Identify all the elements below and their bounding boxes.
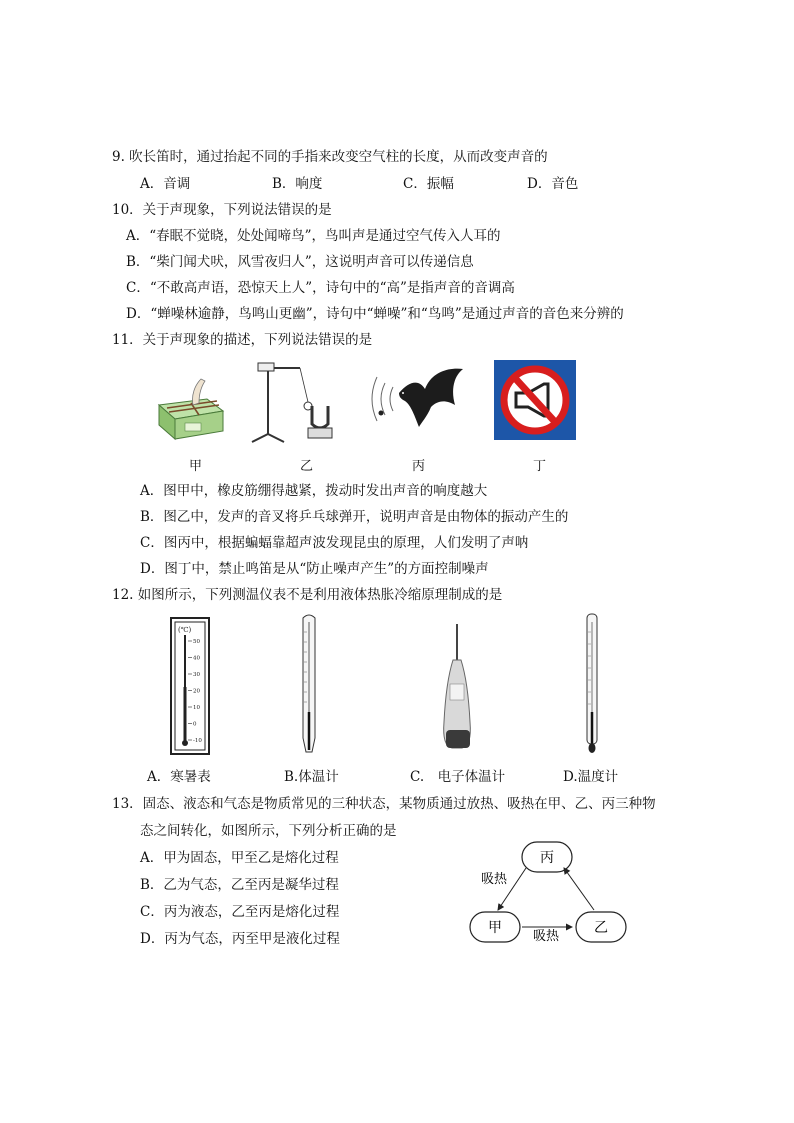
rubber-band-box-figure [155,375,227,443]
thermo-tick-label: 0 [193,721,197,728]
q11-option-c: C．图丙中，根据蝙蝠靠超声波发现昆虫的原理，人们发明了声呐 [140,535,529,551]
caption-jia: 甲 [189,459,203,474]
arrow-yi-to-bing [564,868,594,910]
q10-option-b: B．“柴门闻犬吠，风雪夜归人”，这说明声音可以传递信息 [126,254,474,270]
q12-stem: 12. 如图所示，下列测温仪表不是利用液体热胀冷缩原理制成的是 [112,587,503,603]
electronic-thermometer-figure [440,622,476,752]
q12-option-a: A．寒暑表 [147,769,211,785]
no-horn-sign-figure [494,360,576,440]
q11-option-d: D．图丁中，禁止鸣笛是从“防止噪声产生”的方面控制噪声 [140,561,489,577]
thermo-tick-label: 40 [193,655,200,662]
caption-ding: 丁 [533,459,547,474]
node-yi-label: 乙 [594,920,608,936]
q12-option-b: B.体温计 [284,769,339,785]
label-absorb-heat-left: 吸热 [481,872,508,887]
caption-bing: 丙 [412,459,426,474]
q12-option-d: D.温度计 [563,769,619,785]
thermo-tick-label: 20 [193,688,200,695]
q10-option-a: A．“春眠不觉晓，处处闻啼鸟”，鸟叫声是通过空气传入人耳的 [126,228,501,244]
q13-stem-line2: 态之间转化，如图所示，下列分析正确的是 [140,823,397,839]
wall-thermometer-figure [170,617,210,755]
q13-option-b: B．乙为气态，乙至丙是凝华过程 [140,877,339,893]
state-change-diagram [460,838,630,948]
q9-option-c: C．振幅 [403,176,454,192]
q11-option-a: A．图甲中，橡皮筋绷得越紧，拨动时发出声音的响度越大 [140,483,488,499]
q12-option-c: C. 电子体温计 [410,769,506,785]
q10-option-d: D．“蝉噪林逾静，鸟鸣山更幽”，诗句中“蝉噪”和“鸟鸣”是通过声音的音色来分辨的 [126,306,624,322]
label-absorb-heat-bottom: 吸热 [533,929,560,944]
q11-option-b: B．图乙中，发声的音叉将乒乓球弹开，说明声音是由物体的振动产生的 [140,509,569,525]
node-jia-label: 甲 [488,920,502,936]
q13-option-a: A．甲为固态，甲至乙是熔化过程 [140,850,339,866]
lab-thermometer-figure [583,612,601,754]
thermo-unit-label: (℃) [178,626,192,634]
thermo-tick-label: 50 [193,639,200,645]
q11-stem: 11．关于声现象的描述，下列说法错误的是 [112,332,373,348]
thermo-tick-label: -10 [193,738,202,744]
thermo-tick-label: 10 [193,705,200,711]
caption-yi: 乙 [300,459,314,474]
q10-option-c: C．“不敢高声语，恐惊天上人”，诗句中的“高”是指声音的音调高 [126,280,515,296]
q10-stem: 10．关于声现象，下列说法错误的是 [112,202,332,218]
tuning-fork-figure [250,358,346,446]
clinical-thermometer-figure [298,612,320,757]
q13-stem-line1: 13．固态、液态和气态是物质常见的三种状态，某物质通过放热、吸热在甲、乙、丙三种物 [112,796,656,812]
q9-option-d: D．音色 [527,176,579,192]
q9-option-b: B．响度 [272,176,323,192]
thermo-tick-label: 30 [193,672,200,678]
q13-option-d: D．丙为气态，丙至甲是液化过程 [140,931,340,947]
q9-option-a: A．音调 [140,176,191,192]
node-bing-label: 丙 [540,850,554,866]
q13-option-c: C．丙为液态，乙至丙是熔化过程 [140,904,340,920]
q9-stem: 9. 吹长笛时，通过抬起不同的手指来改变空气柱的长度，从而改变声音的 [112,149,548,165]
bat-ultrasound-figure [365,365,465,433]
